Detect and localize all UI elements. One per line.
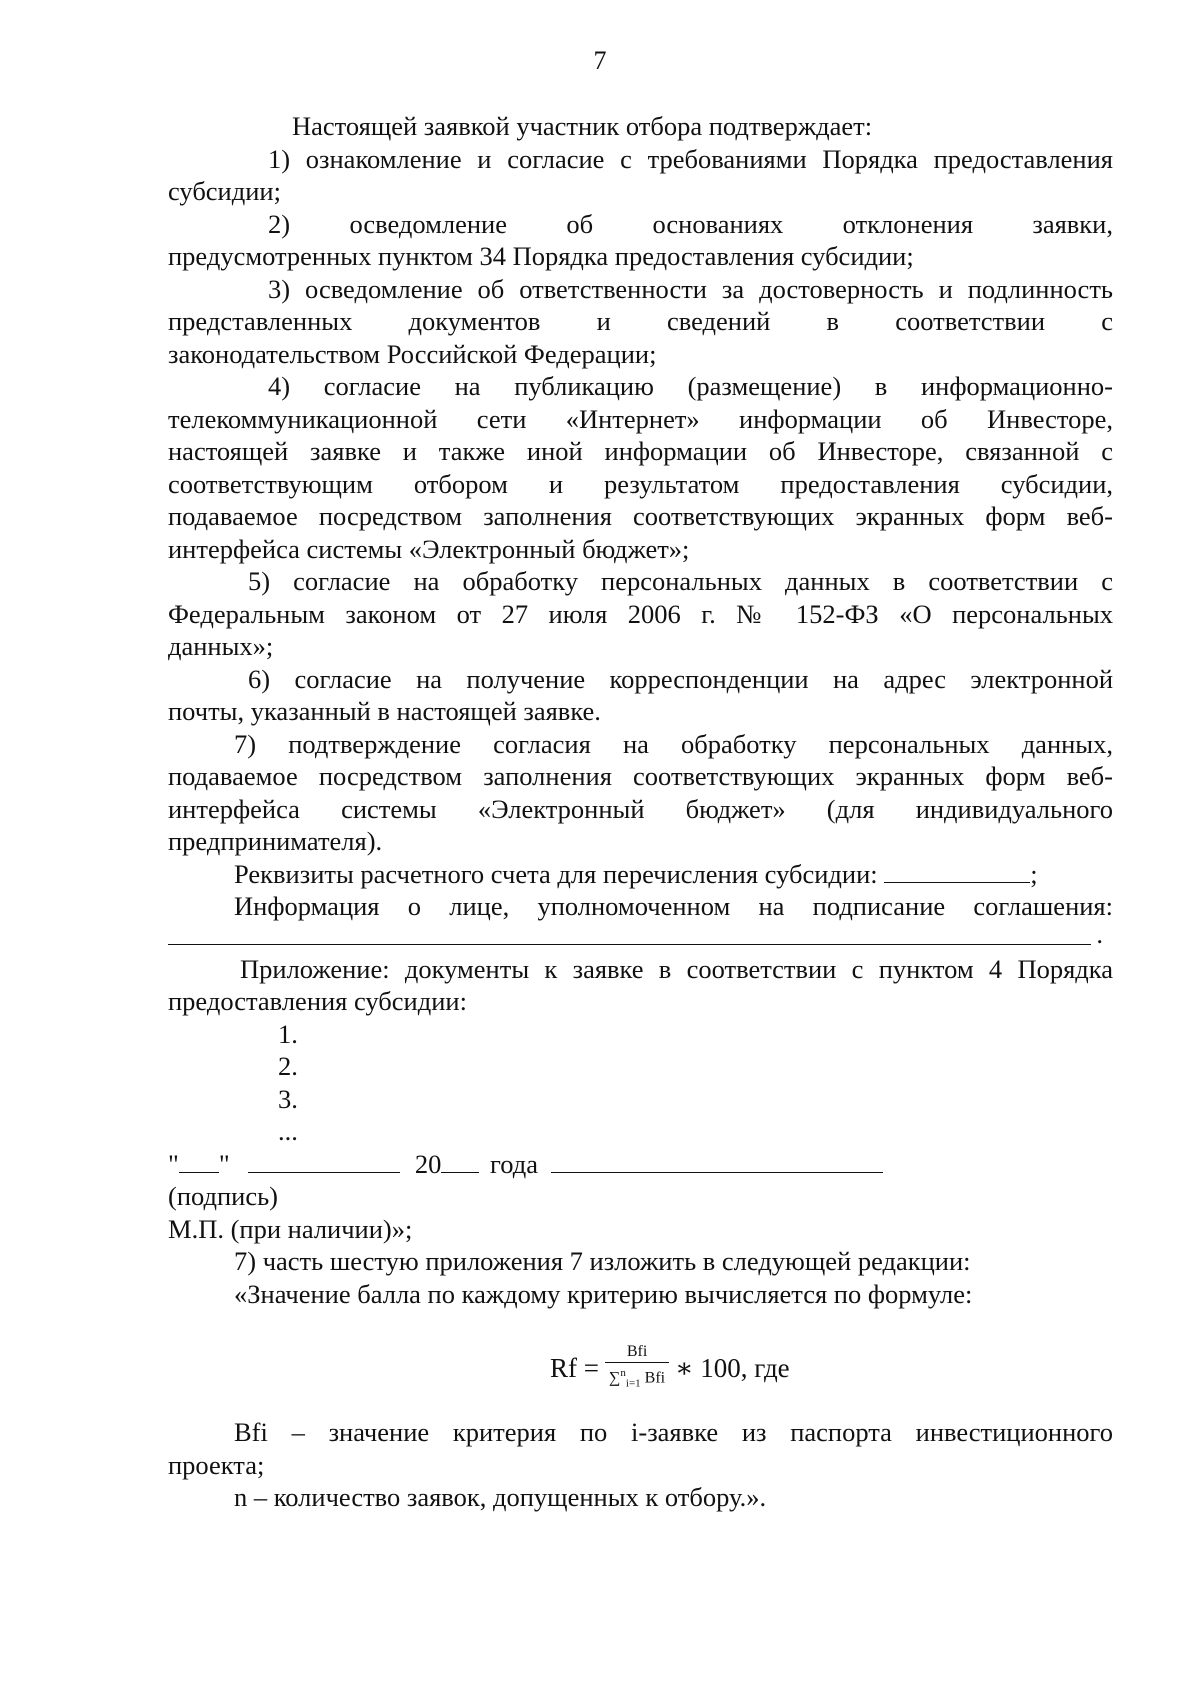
requisites-end: ; xyxy=(1030,858,1038,889)
item-7-line-3: интерфейса системы «Электронный бюджет» (для индивидуального xyxy=(168,793,1113,824)
item-1-line-1: 1) ознакомление и согласие с требованиями Порядка предоставления xyxy=(268,143,1113,174)
formula-fraction xyxy=(605,1342,669,1394)
formula-intro: «Значение балла по каждому критерию вычисляется по формуле: xyxy=(234,1278,973,1309)
requisites-blank xyxy=(884,860,1030,883)
formula-lhs: Rf = xyxy=(550,1352,599,1383)
item-4-line-6: интерфейса системы «Электронный бюджет»; xyxy=(168,533,690,564)
requisites-label: Реквизиты расчетного счета для перечисления субсидии: xyxy=(234,858,878,889)
signature-line xyxy=(168,1148,1113,1181)
signature-caption: (подпись) xyxy=(168,1181,279,1211)
item-5-line-1: 5) согласие на обработку персональных данных в соответствии с xyxy=(248,566,1113,596)
item-5-line-2: Федеральным законом от 27 июля 2006 г. № 152-ФЗ «О персональных xyxy=(168,598,1113,629)
denominator-term: Bfi xyxy=(644,1369,666,1387)
item-1-line-2: субсидии; xyxy=(168,176,281,206)
formula-rhs: ∗ 100, где xyxy=(675,1352,790,1383)
sum-symbol: ∑ xyxy=(608,1369,621,1387)
item-4-line-1: 4) согласие на публикацию (размещение) в информационно- xyxy=(268,371,1113,401)
item-3-line-3: законодательством Российской Федерации; xyxy=(168,338,657,369)
page-number: 7 xyxy=(593,46,607,75)
signer-info-label: Информация о лице, уполномоченном на подписание соглашения: xyxy=(234,891,1113,921)
appendix-list-item: ... xyxy=(278,1116,298,1146)
sum-lower: i=1 xyxy=(625,1377,641,1390)
item-7-line-4: предпринимателя). xyxy=(168,826,383,856)
date-open-quote: " xyxy=(168,1148,179,1179)
def-bfi-line-2: проекта; xyxy=(168,1449,265,1480)
item-3-line-2: представленных документов и сведений в соответствии с xyxy=(168,306,1113,336)
amendment-7: 7) часть шестую приложения 7 изложить в следующей редакции: xyxy=(234,1246,971,1276)
requisites-line xyxy=(168,858,1113,891)
stamp-note: М.П. (при наличии)»; xyxy=(168,1213,413,1244)
appendix-list-item: 3. xyxy=(278,1083,298,1114)
item-7-line-1: 7) подтверждение согласия на обработку персональных данных, xyxy=(234,728,1113,759)
signer-info-underline xyxy=(168,944,1091,945)
item-4-line-3: настоящей заявке и также иной информации об Инвесторе, связанной с xyxy=(168,436,1113,466)
date-close-quote: " xyxy=(218,1148,230,1179)
item-7-line-2: подаваемое посредством заполнения соответствующих экранных форм веб- xyxy=(168,761,1113,791)
intro-text: Настоящей заявкой участник отбора подтверждает: xyxy=(292,111,873,141)
def-bfi-line-1: Bfi – значение критерия по i-заявке из паспорта инвестиционного xyxy=(234,1417,1113,1447)
formula-expression xyxy=(550,1342,790,1394)
year-blank xyxy=(441,1150,479,1173)
appendix-line-1: Приложение: документы к заявке в соответствии с пунктом 4 Порядка xyxy=(240,953,1113,984)
signer-info-blank xyxy=(168,919,1113,953)
appendix-list-item: 2. xyxy=(278,1051,298,1081)
item-2-line-2: предусмотренных пунктом 34 Порядка предоставления субсидии; xyxy=(168,241,914,271)
signature-blank xyxy=(551,1150,883,1173)
day-blank xyxy=(179,1150,219,1173)
item-2-line-1: 2) осведомление об основаниях отклонения заявки, xyxy=(268,208,1113,239)
formula xyxy=(168,1320,1113,1416)
document-body xyxy=(168,110,1113,1514)
sum-upper: n xyxy=(620,1367,626,1379)
formula-numerator: Bfi xyxy=(626,1343,648,1360)
item-4-line-5: подаваемое посредством заполнения соответствующих экранных форм веб- xyxy=(168,501,1113,531)
formula-denominator xyxy=(605,1362,669,1394)
item-5-line-3: данных»; xyxy=(168,631,274,661)
month-blank xyxy=(248,1150,400,1173)
appendix-list xyxy=(278,1018,1113,1148)
year-prefix: 20 xyxy=(414,1148,442,1179)
year-word: года xyxy=(490,1148,538,1179)
appendix-list-item: 1. xyxy=(278,1018,298,1049)
item-3-line-1: 3) осведомление об ответственности за достоверность и подлинность xyxy=(268,273,1113,304)
item-6-line-2: почты, указанный в настоящей заявке. xyxy=(168,696,601,726)
appendix-line-2: предоставления субсидии: xyxy=(168,986,467,1016)
item-6-line-1: 6) согласие на получение корреспонденции на адрес электронной xyxy=(248,663,1113,694)
signer-info-end: . xyxy=(1096,919,1103,949)
item-4-line-4: соответствующим отбором и результатом предоставления субсидии, xyxy=(168,468,1113,499)
item-4-line-2: телекоммуникационной сети «Интернет» информации об Инвесторе, xyxy=(168,403,1113,434)
def-n: n – количество заявок, допущенных к отбору.». xyxy=(234,1482,767,1512)
